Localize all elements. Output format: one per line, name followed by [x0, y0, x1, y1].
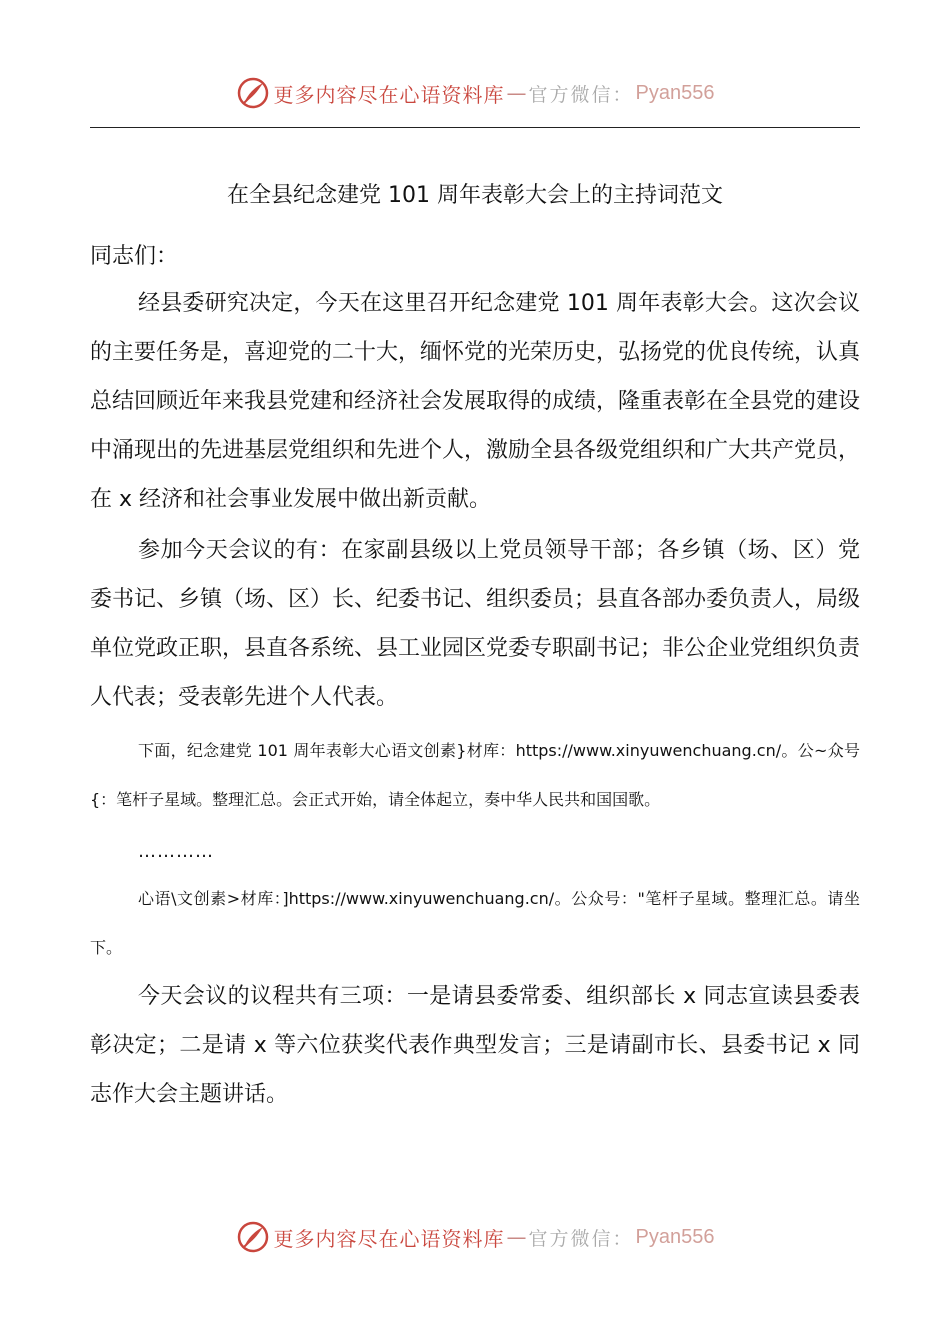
- footer-dash: —: [506, 1225, 527, 1249]
- note-sit-down: 心语\文创素>材库：]https://www.xinyuwenchuang.cn/。公众号："笔杆子星域。整理汇总。请坐下。: [90, 889, 860, 957]
- paragraph-intro: 经县委研究决定，今天在这里召开纪念建党 101 周年表彰大会。这次会议的主要任务是，喜迎党的二十大，缅怀党的光荣历史，弘扬党的优良传统，认真总结回顾近年来我县党建和经济社会发展取得的成绩，隆重表彰在全县党的建设中涌现出的先进基层党组织和先进个人，激励全县各级党组织和广大共产党员，在 x 经济和社会事业发展中做出新贡献。: [90, 291, 861, 512]
- note-opening: 下面，纪念建党 101 周年表彰大心语文创素}材库：https://www.xinyuwenchuang.cn/。公~众号{：笔杆子星域。整理汇总。会正式开始，请全体起立，奏中华人民共和国国歌。: [90, 741, 860, 809]
- quill-pen-icon: [236, 1220, 270, 1254]
- header-brand-text: 更多内容尽在心语资料库: [273, 82, 505, 107]
- footer-banner: [0, 1215, 950, 1259]
- footer-wechat-label: 官方微信：: [528, 1227, 634, 1250]
- document-title: 在全县纪念建党 101 周年表彰大会上的主持词范文: [227, 183, 723, 208]
- paragraph-attendees: 参加今天会议的有：在家副县级以上党员领导干部；各乡镇（场、区）党委书记、乡镇（场、区）长、纪委书记、组织委员；县直各部办委负责人，局级单位党政正职，县直各系统、县工业园区党委专职副书记；非公企业党组织负责人代表；受表彰先进个人代表。: [90, 538, 861, 710]
- header-divider: [90, 127, 860, 128]
- footer-brand-text: 更多内容尽在心语资料库: [273, 1226, 505, 1251]
- header-wechat-id: Pyan556: [635, 81, 715, 104]
- header-banner: [0, 71, 950, 115]
- header-wechat-label: 官方微信：: [528, 83, 634, 106]
- quill-pen-icon: [236, 76, 270, 110]
- header-dash: —: [506, 81, 527, 105]
- salutation: 同志们：: [90, 244, 179, 269]
- note-ellipsis: …………: [138, 841, 214, 862]
- paragraph-agenda: 今天会议的议程共有三项：一是请县委常委、组织部长 x 同志宣读县委表彰决定；二是请 x 等六位获奖代表作典型发言；三是请副市长、县委书记 x 同志作大会主题讲话。: [90, 984, 860, 1107]
- footer-wechat-id: Pyan556: [635, 1225, 715, 1248]
